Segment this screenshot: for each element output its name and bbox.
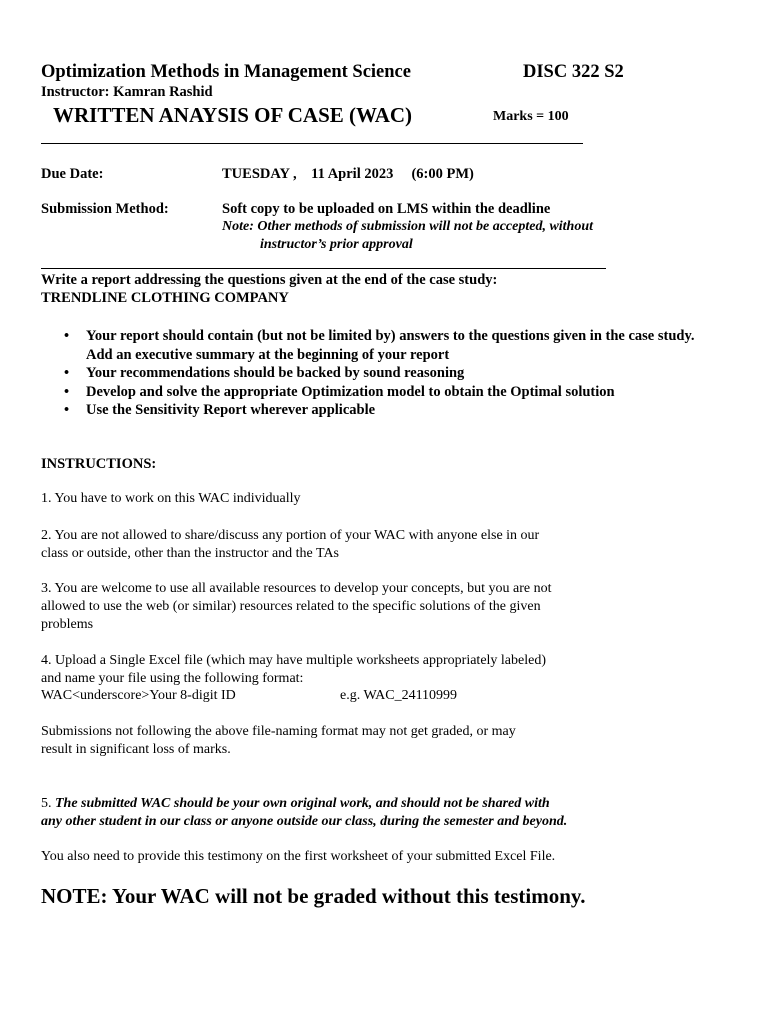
submission-method-value: Soft copy to be uploaded on LMS within the deadline (222, 201, 551, 217)
case-study-name: TRENDLINE CLOTHING COMPANY (41, 290, 289, 306)
instruction-2-line2: class or outside, other than the instructor and the TAs (41, 546, 339, 561)
submission-method-label: Submission Method: (41, 201, 169, 217)
instruction-4-line2: and name your file using the following format: (41, 671, 304, 686)
naming-warning-line1: Submissions not following the above file-naming format may not get graded, or may (41, 724, 516, 739)
list-item-text: Develop and solve the appropriate Optimization model to obtain the Optimal solution (86, 383, 615, 400)
header-divider (41, 143, 583, 144)
testimony-note: You also need to provide this testimony on the first worksheet of your submitted Excel File. (41, 849, 556, 864)
bullet-icon: • (64, 383, 70, 400)
list-item (62, 401, 695, 420)
details-divider (41, 268, 606, 269)
bullet-icon: • (64, 328, 70, 344)
instruction-4-line1: 4. Upload a Single Excel file (which may have multiple worksheets appropriately labeled) (41, 653, 547, 668)
bullet-icon: • (64, 402, 70, 419)
list-item-text: Add an executive summary at the beginning of your report (86, 346, 450, 363)
instruction-1: 1. You have to work on this WAC individually (41, 491, 301, 506)
marks-label: Marks = 100 (493, 109, 569, 124)
instructions-heading: INSTRUCTIONS: (41, 456, 157, 472)
instruction-3-line3: problems (41, 617, 94, 632)
naming-warning-line2: result in significant loss of marks. (41, 742, 231, 757)
instruction-5-line1 (41, 795, 550, 814)
course-title: Optimization Methods in Management Science (41, 62, 411, 82)
instruction-3-line2: allowed to use the web (or similar) resources related to the specific solutions of the given (41, 599, 541, 614)
due-date-value: TUESDAY , 11 April 2023 (6:00 PM) (222, 166, 474, 182)
task-intro: Write a report addressing the questions given at the end of the case study: (41, 272, 498, 288)
instruction-3-line1: 3. You are welcome to use all available resources to develop your concepts, but you are not (41, 581, 552, 596)
file-name-example: e.g. WAC_24110999 (340, 688, 458, 703)
instructor-name: Instructor: Kamran Rashid (41, 84, 213, 100)
instruction-5-number: 5. (41, 796, 55, 811)
list-item-text: Your recommendations should be backed by sound reasoning (86, 365, 465, 382)
instruction-5-line2: any other student in our class or anyone outside our class, during the semester and beyond. (41, 814, 568, 829)
final-warning: NOTE: Your WAC will not be graded without this testimony. (41, 884, 586, 908)
requirements-list (62, 327, 695, 420)
file-name-format: WAC<underscore>Your 8-digit ID (41, 688, 236, 703)
bullet-icon: • (64, 365, 70, 382)
submission-note-line1: Note: Other methods of submission will not be accepted, without (222, 219, 594, 234)
list-item (62, 327, 695, 364)
submission-note-line2: instructor’s prior approval (260, 237, 413, 252)
instruction-2-line1: 2. You are not allowed to share/discuss any portion of your WAC with anyone else in our (41, 528, 540, 543)
list-item (62, 383, 695, 402)
course-code: DISC 322 S2 (523, 62, 624, 82)
list-item-text: Your report should contain (but not be limited by) answers to the questions given in the case study. (86, 328, 695, 344)
assignment-title: WRITTEN ANAYSIS OF CASE (WAC) (53, 103, 413, 127)
due-date-label: Due Date: (41, 166, 104, 182)
instruction-5-text: The submitted WAC should be your own original work, and should not be shared with (55, 796, 550, 811)
list-item (62, 364, 695, 383)
list-item-text: Use the Sensitivity Report wherever applicable (86, 402, 376, 419)
